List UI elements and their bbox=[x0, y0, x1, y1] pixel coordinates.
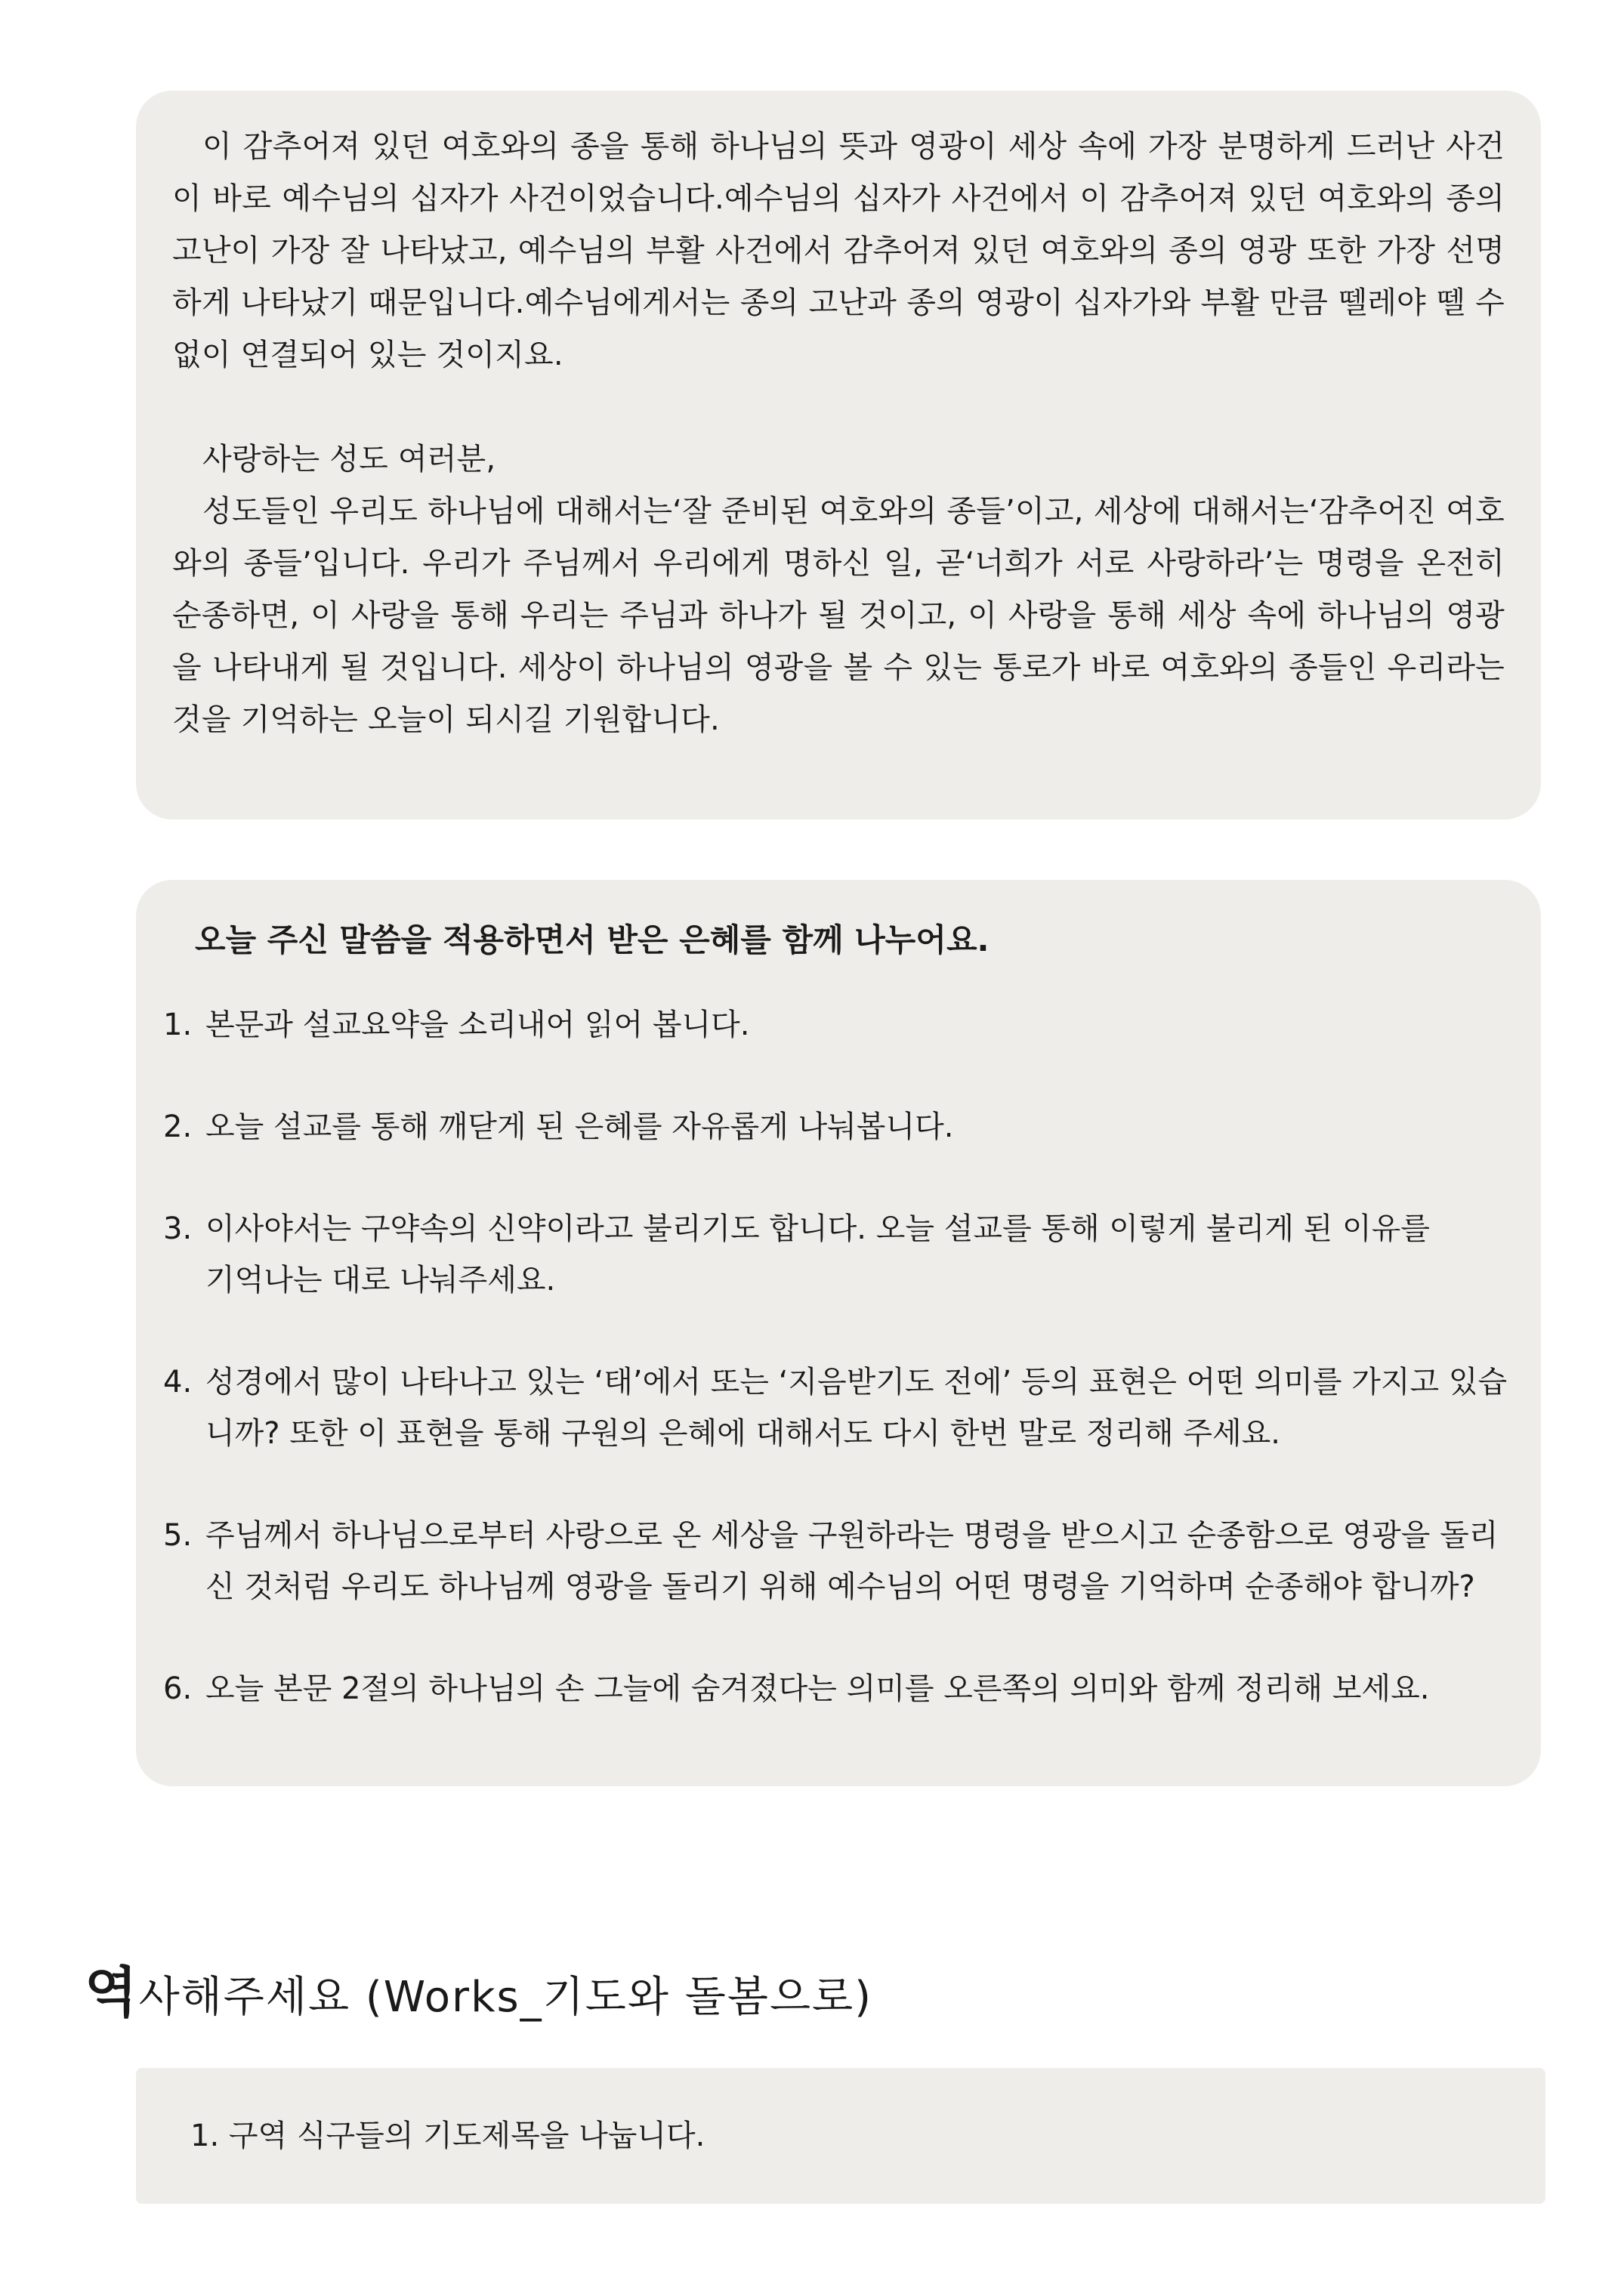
question-number: 2. bbox=[163, 1109, 193, 1144]
question-text: 주님께서 하나님으로부터 사랑으로 온 세상을 구원하라는 명령을 받으시고 순종함으로 영광을 돌리신 것처럼 우리도 하나님께 영광을 돌리기 위해 예수님의 어떤 명령을 기억하며 순종해야 합니까? bbox=[205, 1518, 1499, 1604]
question-number: 5. bbox=[163, 1518, 193, 1553]
sermon-greeting: 사랑하는 성도 여러분, bbox=[202, 442, 496, 477]
sharing-questions-box bbox=[136, 880, 1541, 1786]
heading-first-char: 역 bbox=[85, 1961, 139, 2024]
question-text: 성경에서 많이 나타나고 있는 ‘태’에서 또는 ‘지음받기도 전에’ 등의 표현은 어떤 의미를 가지고 있습니까? 또한 이 표현을 통해 구원의 은혜에 대해서도 다시 한번 말로 정리해 주세요. bbox=[205, 1365, 1508, 1451]
works-item: 1. 구역 식구들의 기도제목을 나눕니다. bbox=[190, 2119, 705, 2153]
question-text: 본문과 설교요약을 소리내어 읽어 봅니다. bbox=[205, 1008, 750, 1042]
question-text: 오늘 본문 2절의 하나님의 손 그늘에 숨겨졌다는 의미를 오른쪽의 의미와 함께 정리해 보세요. bbox=[205, 1671, 1430, 1706]
sermon-paragraph-2: 성도들인 우리도 하나님에 대해서는‘잘 준비된 여호와의 종들’이고, 세상에 대해서는‘감추어진 여호와의 종들’입니다. 우리가 주님께서 우리에게 명하신 일, 곧‘너희가 서로 사랑하라’는 명령을 온전히 순종하면, 이 사랑을 통해 우리는 주님과 하나가 될 것이고, 이 사랑을 통해 세상 속에 하나님의 영광을 나타내게 될 것입니다. 세상이 하나님의 영광을 볼 수 있는 통로가 바로 여호와의 종들인 우리라는 것을 기억하는 오늘이 되시길 기원합니다. bbox=[172, 494, 1505, 737]
question-item bbox=[163, 1663, 1511, 1714]
sermon-summary-box bbox=[136, 91, 1541, 819]
question-item bbox=[163, 1510, 1511, 1613]
question-text: 이사야서는 구약속의 신약이라고 불리기도 합니다. 오늘 설교를 통해 이렇게 불리게 된 이유를 기억나는 대로 나눠주세요. bbox=[205, 1211, 1430, 1298]
question-number: 6. bbox=[163, 1671, 193, 1706]
works-section-heading bbox=[85, 1962, 872, 2028]
question-number: 1. bbox=[163, 1008, 193, 1042]
question-item bbox=[163, 1356, 1511, 1459]
question-item bbox=[163, 1101, 1511, 1153]
heading-rest: 사해주세요 (Works_기도와 돌봄으로) bbox=[138, 1973, 872, 2022]
sermon-paragraph-1: 이 감추어져 있던 여호와의 종을 통해 하나님의 뜻과 영광이 세상 속에 가장 분명하게 드러난 사건이 바로 예수님의 십자가 사건이었습니다.예수님의 십자가 사건에서 이 감추어져 있던 여호와의 종의 고난이 가장 잘 나타났고, 예수님의 부활 사건에서 감추어져 있던 여호와의 종의 영광 또한 가장 선명하게 나타났기 때문입니다.예수님에게서는 종의 고난과 종의 영광이 십자가와 부활 만큼 뗄레야 뗄 수 없이 연결되어 있는 것이지요. bbox=[172, 129, 1505, 372]
question-number: 3. bbox=[163, 1211, 193, 1246]
question-item bbox=[163, 1203, 1511, 1306]
question-number: 4. bbox=[163, 1365, 193, 1400]
questions-title: 오늘 주신 말씀을 적용하면서 받은 은혜를 함께 나누어요. bbox=[195, 921, 990, 958]
question-item bbox=[163, 999, 1511, 1051]
works-box bbox=[136, 2068, 1545, 2204]
question-text: 오늘 설교를 통해 깨닫게 된 은혜를 자유롭게 나눠봅니다. bbox=[205, 1109, 954, 1144]
